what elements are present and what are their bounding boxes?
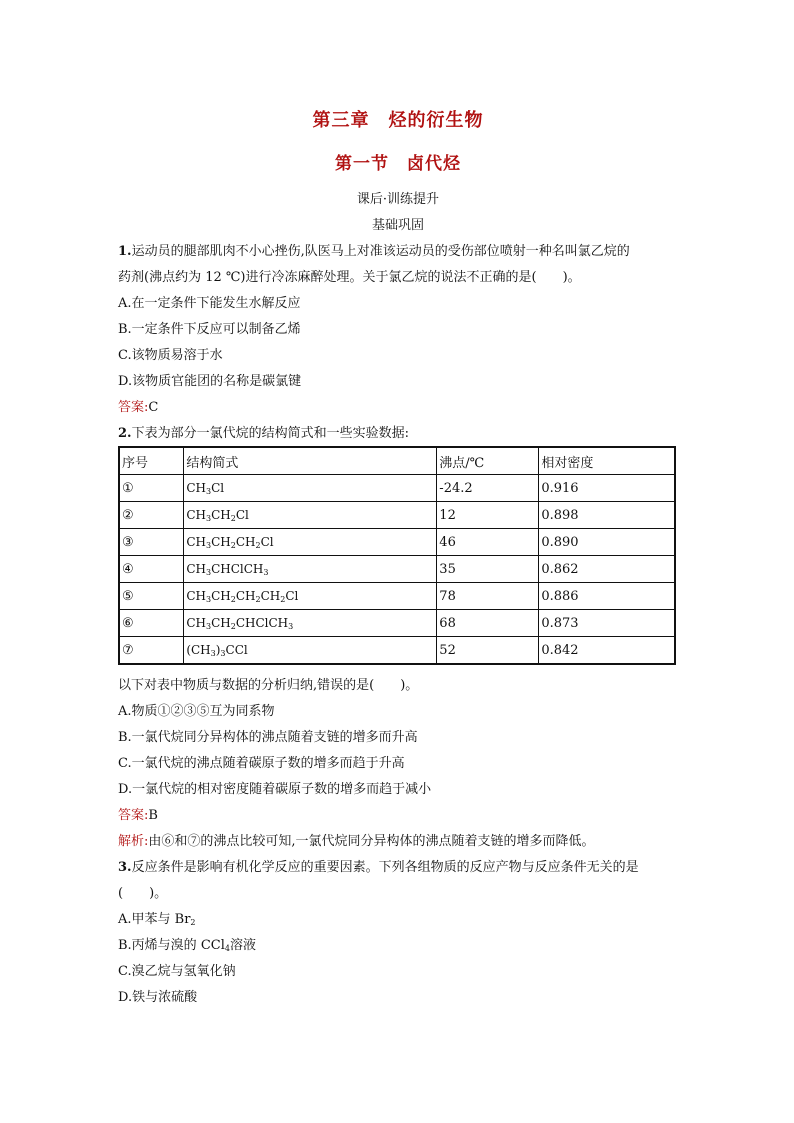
- table-row: [119, 529, 675, 556]
- q2-answer-value: B: [148, 808, 158, 823]
- chloroalkane-table: [118, 446, 676, 665]
- row-number: ⑥: [119, 610, 184, 637]
- table-row: [119, 556, 675, 583]
- section-title: 第一节 卤代烃: [335, 154, 461, 174]
- q1-answer-value: C: [148, 400, 159, 415]
- q2-answer-label: 答案:: [118, 808, 149, 823]
- boiling-point-cell: 46: [437, 529, 539, 556]
- boiling-point-cell: 52: [437, 637, 539, 665]
- formula-cell: $(CH_3)_3CCl$: [184, 637, 437, 665]
- row-number: ③: [119, 529, 184, 556]
- table-row: [119, 475, 675, 502]
- q2-option-a: A.物质①②③⑤互为同系物: [118, 704, 275, 719]
- q2-option-c: C.一氯代烷的沸点随着碳原子数的增多而趋于升高: [118, 756, 405, 771]
- q2-answer: [118, 804, 678, 823]
- q2-option-d: D.一氯代烷的相对密度随着碳原子数的增多而趋于减小: [118, 782, 432, 797]
- row-number: ⑦: [119, 637, 184, 665]
- table-header-row: [119, 447, 675, 475]
- level-subtitle: 基础巩固: [371, 218, 424, 233]
- header-cell: 相对密度: [539, 447, 675, 475]
- q1-option-d: D.该物质官能团的名称是碳氯键: [118, 374, 302, 389]
- q1-answer-label: 答案:: [118, 400, 149, 415]
- chapter-title: 第三章 烃的衍生物: [312, 110, 484, 131]
- density-cell: 0.842: [539, 637, 675, 665]
- density-cell: 0.890: [539, 529, 675, 556]
- table-row: [119, 502, 675, 529]
- q1-answer: [118, 396, 678, 415]
- boiling-point-cell: 78: [437, 583, 539, 610]
- q2-analysis-label: 解析:: [118, 834, 149, 849]
- boiling-point-cell: 12: [437, 502, 539, 529]
- q2-number: 2.: [118, 426, 132, 441]
- q1-option-a: A.在一定条件下能发生水解反应: [118, 296, 301, 311]
- table-row: [119, 583, 675, 610]
- q1-option-b: B.一定条件下反应可以制备乙烯: [118, 322, 301, 337]
- row-number: ⑤: [119, 583, 184, 610]
- density-cell: 0.886: [539, 583, 675, 610]
- formula-cell: $CH_3CH_2Cl$: [184, 502, 437, 529]
- row-number: ④: [119, 556, 184, 583]
- q1-option-c: C.该物质易溶于水: [118, 348, 223, 363]
- q3-option-b: B.丙烯与溴的 CCl$_4$溶液: [118, 938, 256, 953]
- boiling-point-cell: 68: [437, 610, 539, 637]
- q3-option-c: C.溴乙烷与氢氧化钠: [118, 964, 236, 979]
- density-cell: 0.873: [539, 610, 675, 637]
- q2-option-b: B.一氯代烷同分异构体的沸点随着支链的增多而升高: [118, 730, 418, 745]
- density-cell: 0.898: [539, 502, 675, 529]
- q2-analysis-text: 由⑥和⑦的沸点比较可知,一氯代烷同分异构体的沸点随着支链的增多而降低。: [148, 834, 595, 849]
- q2-question: 以下对表中物质与数据的分析归纳,错误的是( )。: [118, 678, 419, 693]
- boiling-point-cell: 35: [437, 556, 539, 583]
- q3-option-a: A.甲苯与 $Br_2$: [118, 912, 196, 927]
- q1-stem-line1: 1.运动员的腿部肌肉不小心挫伤,队医马上对准该运动员的受伤部位喷射一种名叫氯乙烷的: [118, 244, 630, 259]
- density-cell: 0.916: [539, 475, 675, 502]
- density-cell: 0.862: [539, 556, 675, 583]
- boiling-point-cell: -24.2: [437, 475, 539, 502]
- q1-number: 1.: [118, 244, 132, 259]
- formula-cell: $CH_3CH_2CHClCH_3$: [184, 610, 437, 637]
- q2-analysis: [118, 830, 678, 849]
- q3-option-d: D.铁与浓硫酸: [118, 990, 198, 1005]
- formula-cell: $CH_3CHClCH_3$: [184, 556, 437, 583]
- table-row: [119, 610, 675, 637]
- q3-stem-line1: 3.反应条件是影响有机化学反应的重要因素。下列各组物质的反应产物与反应条件无关的是: [118, 860, 639, 875]
- row-number: ②: [119, 502, 184, 529]
- exercise-subtitle: 课后·训练提升: [356, 192, 440, 207]
- formula-cell: $CH_3Cl$: [184, 475, 437, 502]
- header-cell: 沸点/℃: [437, 447, 539, 475]
- q3-number: 3.: [118, 860, 132, 875]
- header-cell: 结构简式: [184, 447, 437, 475]
- formula-cell: $CH_3CH_2CH_2CH_2Cl$: [184, 583, 437, 610]
- row-number: ①: [119, 475, 184, 502]
- q3-stem-line2: ( )。: [118, 886, 168, 901]
- q2-stem: 2.下表为部分一氯代烷的结构简式和一些实验数据:: [118, 426, 409, 441]
- q1-stem-line2: 药剂(沸点约为 12 ℃)进行冷冻麻醉处理。关于氯乙烷的说法不正确的是( )。: [118, 270, 581, 285]
- header-cell: 序号: [119, 447, 184, 475]
- table-row: [119, 637, 675, 665]
- formula-cell: $CH_3CH_2CH_2Cl$: [184, 529, 437, 556]
